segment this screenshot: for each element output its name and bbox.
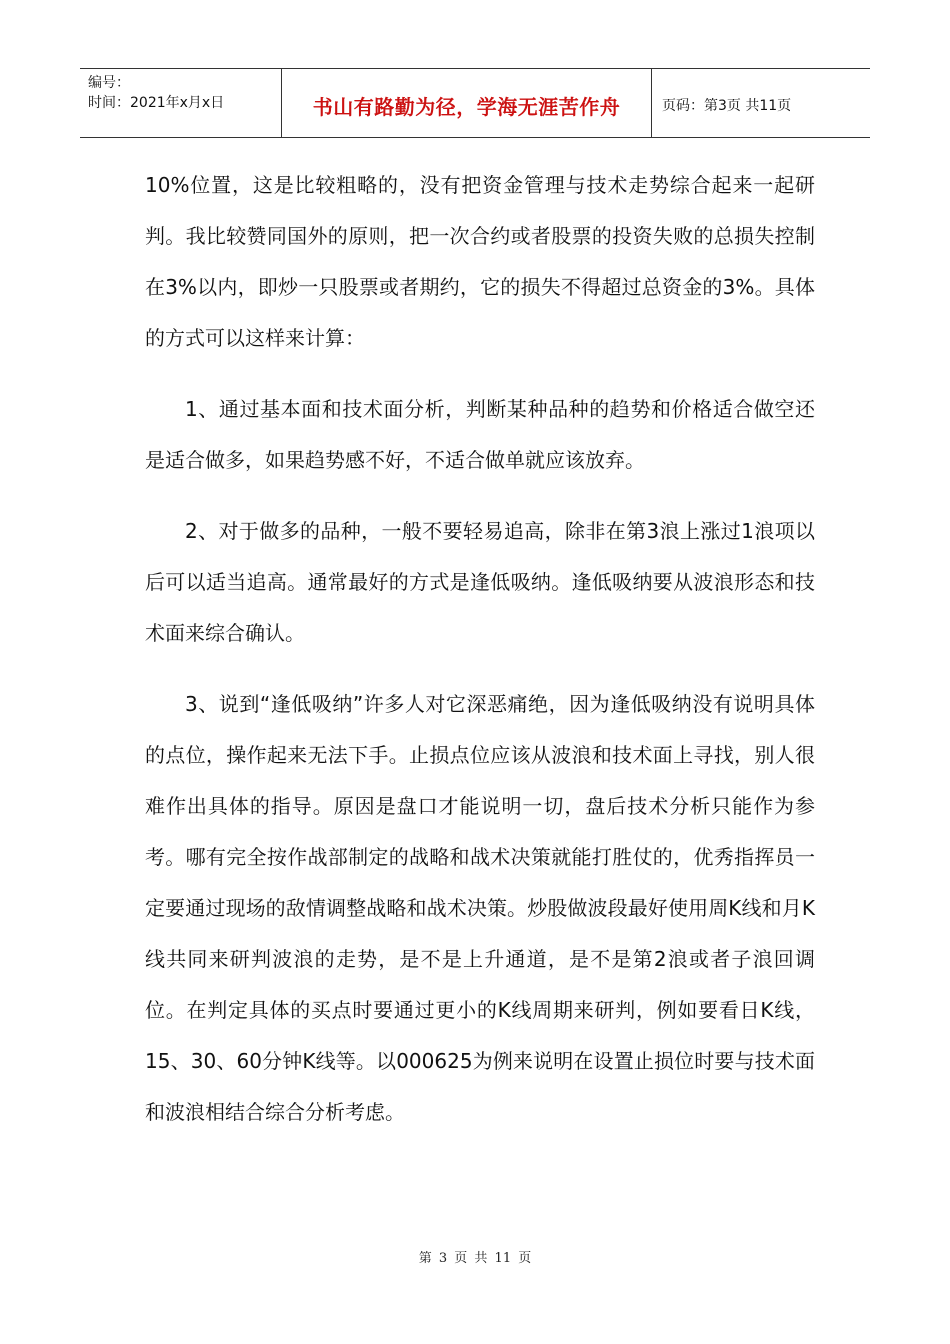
paragraph-point-1: 1、通过基本面和技术面分析，判断某种品种的趋势和价格适合做空还是适合做多，如果趋势感不好，不适合做单就应该放弃。 [145, 397, 815, 472]
header-meta [80, 69, 282, 137]
document-number-label: 编号： [88, 75, 130, 91]
document-time-label: 时间：2021年x月x日 [88, 95, 225, 111]
header-motto: 书山有路勤为径，学海无涯苦作舟 [282, 69, 652, 137]
paragraph-point-2: 2、对于做多的品种，一般不要轻易追高，除非在第3浪上涨过1浪项以后可以适当追高。通常最好的方式是逢低吸纳。逢低吸纳要从波浪形态和技术面来综合确认。 [145, 519, 815, 645]
document-body [145, 160, 815, 1138]
page-footer: 第 3 页 共 11 页 [418, 1251, 532, 1266]
page-header [80, 68, 870, 138]
header-page-info: 页码：第3页 共11页 [662, 98, 792, 114]
paragraph-intro: 10%位置，这是比较粗略的，没有把资金管理与技术走势综合起来一起研判。我比较赞同国外的原则，把一次合约或者股票的投资失败的总损失控制在3%以内，即炒一只股票或者期约，它的损失不得超过总资金的3%。具体的方式可以这样来计算： [145, 173, 815, 350]
paragraph-point-3: 3、说到“逢低吸纳”许多人对它深恶痛绝，因为逢低吸纳没有说明具体的点位，操作起来无法下手。止损点位应该从波浪和技术面上寻找，别人很难作出具体的指导。原因是盘口才能说明一切，盘后技术分析只能作为参考。哪有完全按作战部制定的战略和战术决策就能打胜仗的，优秀指挥员一定要通过现场的敌情调整战略和战术决策。炒股做波段最好使用周K线和月K线共同来研判波浪的走势，是不是上升通道，是不是第2浪或者子浪回调位。在判定具体的买点时要通过更小的K线周期来研判，例如要看日K线，15、30、60分钟K线等。以000625为例来说明在设置止损位时要与技术面和波浪相结合综合分析考虑。 [145, 692, 815, 1124]
